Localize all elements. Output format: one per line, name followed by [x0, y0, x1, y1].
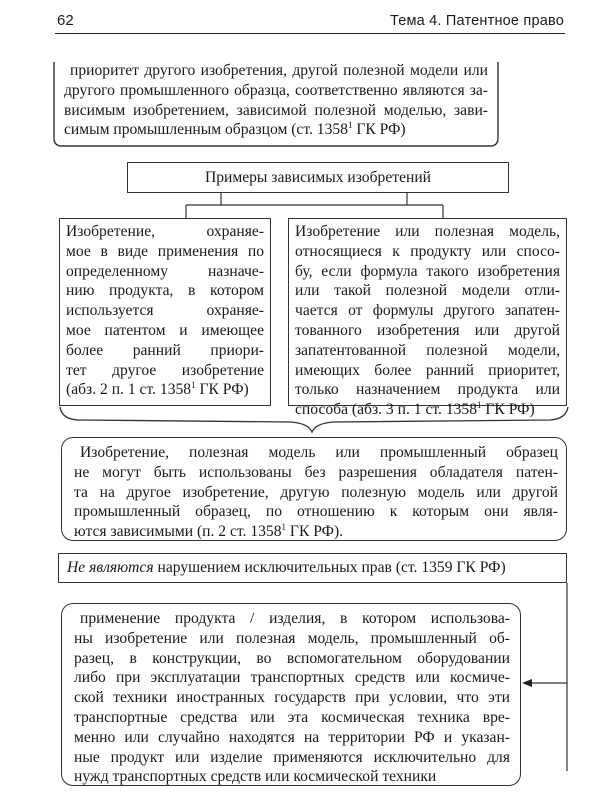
- text-fragment: симым промышленным образцом (ст. 1358: [64, 121, 348, 139]
- usage-case-box: [61, 603, 521, 786]
- not-infringement-text: нарушением исключительных прав (ст. 1359 ГК РФ): [153, 559, 506, 576]
- emphasis-text: Не являются: [67, 559, 154, 576]
- example-left-box: [59, 218, 271, 406]
- text-line: тованного изобретения или другой: [295, 321, 560, 339]
- citation-tail: ГК РФ): [481, 401, 535, 419]
- examples-title: Примеры зависимых изобретений: [204, 169, 432, 186]
- text-line: ные продукт или изделие применяются исключительно для: [74, 748, 510, 766]
- text-line: чается от формулы другого запатен-: [295, 302, 560, 320]
- text-line: разец, в конструкции, во вспомогательном оборудовании: [74, 649, 510, 667]
- superscript: 1: [477, 400, 482, 411]
- examples-title-box: [127, 162, 509, 193]
- text-line: приоритет другого изобретения, другой полезной модели или: [70, 62, 488, 79]
- priority-text-block: [64, 61, 488, 140]
- text-line: ской техники иностранных государств при условии, что эти: [74, 689, 510, 707]
- text-line: используется охраняе-: [66, 302, 264, 320]
- text-line: имеющих более ранний приоритет,: [295, 361, 560, 379]
- superscript: 1: [347, 120, 353, 131]
- not-infringement-box: [58, 553, 567, 583]
- text-line: только назначением продукта или: [295, 381, 560, 399]
- page-number: 62: [57, 12, 74, 29]
- example-right-box: [288, 218, 567, 419]
- text-line: транспортные средства или эта космическая техника вре-: [74, 708, 510, 726]
- chapter-title: Тема 4. Патентное право: [390, 13, 564, 29]
- text-line: Изобретение, полезная модель или промышленный образец: [80, 444, 558, 461]
- arrow-head-icon: [522, 679, 532, 687]
- citation-tail: ГК РФ): [195, 381, 249, 399]
- citation-tail: ГК РФ): [352, 121, 406, 139]
- text-line: мое в виде применения по: [66, 242, 264, 260]
- text-line: Изобретение, охраняе-: [66, 223, 264, 240]
- text-line: мое патентом и имеющее: [66, 321, 264, 339]
- citation-tail: ГК РФ).: [286, 523, 344, 541]
- text-line: Изобретение или полезная модель,: [295, 223, 560, 240]
- text-line: нию продукта, в котором: [66, 282, 264, 300]
- text-fragment: способа (абз. 3 п. 1 ст. 1358: [295, 401, 478, 419]
- superscript: 1: [281, 522, 287, 533]
- text-line: относящиеся к продукту или спосо-: [295, 242, 560, 260]
- text-line: [66, 380, 264, 400]
- text-line: применение продукта / изделия, в котором использова-: [80, 610, 510, 627]
- text-line: промышленный образец, по отношению к которым они явля-: [74, 503, 558, 521]
- text-line: ны изобретение или полезная модель, промышленный об-: [74, 629, 510, 647]
- text-line: [64, 120, 488, 140]
- text-line: либо при эксплуатации транспортных средств или космиче-: [74, 669, 510, 687]
- text-line: не могут быть использованы без разрешения обладателя патен-: [74, 463, 558, 481]
- text-line: [295, 400, 560, 420]
- text-line: менно или случайно находятся на территории РФ и указан-: [74, 728, 510, 746]
- text-line: висимым изобретением, зависимой полезной моделью, зави-: [64, 101, 488, 119]
- superscript: 1: [191, 380, 196, 391]
- text-fragment: ются зависимыми (п. 2 ст. 1358: [74, 523, 282, 541]
- text-line: запатентованной полезной модели,: [295, 341, 560, 359]
- text-line: бу, если формула такого изобретения: [295, 262, 560, 280]
- text-line: определенному назначе-: [66, 262, 264, 280]
- text-line: тет другое изобретение: [66, 361, 264, 379]
- text-line: [74, 522, 558, 542]
- text-line: более ранний приори-: [66, 341, 264, 359]
- consequence-box: [61, 437, 567, 541]
- text-fragment: (абз. 2 п. 1 ст. 1358: [66, 381, 192, 399]
- text-line: другого промышленного образца, соответственно являются за-: [64, 81, 488, 99]
- text-line: нужд транспортных средств или космической техники: [74, 768, 437, 786]
- text-line: или такой полезной модели отли-: [295, 282, 560, 300]
- text-line: та на другое изобретение, другую полезную модель или другой: [74, 483, 558, 501]
